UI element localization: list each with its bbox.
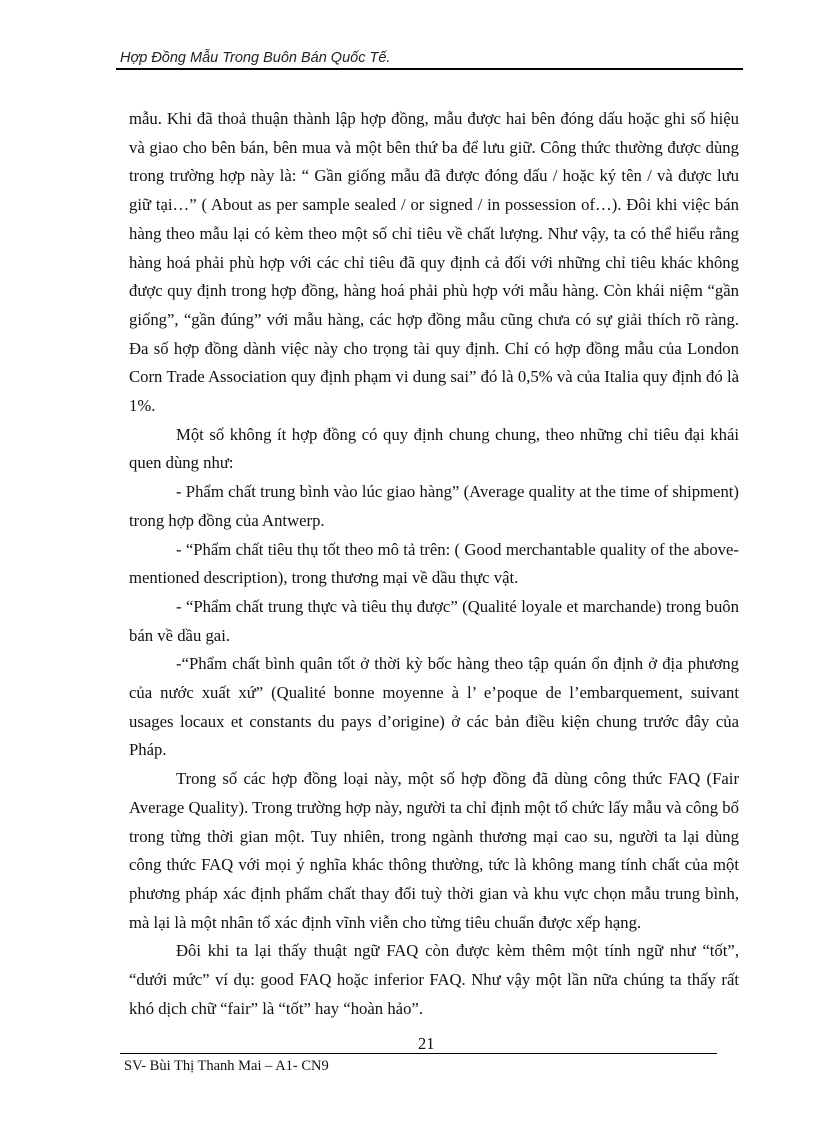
footer-divider <box>120 1053 717 1054</box>
running-header-title: Hợp Đồng Mẫu Trong Buôn Bán Quốc Tế. <box>120 50 391 66</box>
paragraph-general-criteria: Một số không ít hợp đồng có quy định chung chung, theo những chỉ tiêu đại khái quen dùng như: <box>129 424 739 473</box>
document-body <box>129 105 739 1024</box>
page-number: 21 <box>418 1034 435 1053</box>
paragraph-sample-continuation: mẫu. Khi đã thoả thuận thành lập hợp đồng, mẫu được hai bên đóng dấu hoặc ghi số hiệu và giao cho bên bán, bên mua và một bên thứ ba để lưu giữ. Công thức thường được dùng trong trường hợp này là: “ Gần giống mẫu đã được đóng dấu / hoặc ký tên / và được lưu giữ tại…” ( About as per sample sealed / or signed / in possession of…). Đôi khi việc bán hàng theo mẫu lại có kèm theo một số chỉ tiêu về chất lượng. Như vậy, ta có thể hiểu rằng hàng hoá phải phù hợp với các chỉ tiêu đã quy định cả đối với những chỉ tiêu khác không được quy định trong hợp đồng, hàng hoá phải phù hợp với mẫu hàng. Còn khái niệm “gần giống”, “gần đúng” với mẫu hàng, các hợp đồng mẫu cũng chưa có sự giải thích rõ ràng. Đa số hợp đồng dành việc này cho trọng tài quy định. Chỉ có hợp đồng mẫu của London Corn Trade Association quy định phạm vi dung sai” đó là 0,5% và của Italia quy định đó là 1%. <box>129 109 739 416</box>
list-item-qualite-loyale: - “Phẩm chất trung thực và tiêu thụ được” (Qualité loyale et marchande) trong buôn bán về dầu gai. <box>129 596 739 645</box>
paragraph-faq-formula: Trong số các hợp đồng loại này, một số hợp đồng đã dùng công thức FAQ (Fair Average Quality). Trong trường hợp này, người ta chỉ định một tổ chức lấy mẫu và công bố trong từng thời gian một. Tuy nhiên, trong ngành thương mại cao su, người ta lại dùng công thức FAQ với mọi ý nghĩa khác thông thường, tức là không mang tính chất của một phương pháp xác định phẩm chất thay đổi tuỳ thời gian và khu vực chọn mẫu trung bình, mà lại là một nhân tố xác định vĩnh viễn cho từng tiêu chuẩn được xếp hạng. <box>129 769 739 932</box>
footer-author: SV- Bùi Thị Thanh Mai – A1- CN9 <box>124 1058 329 1074</box>
header-divider <box>116 68 743 70</box>
paragraph-faq-qualifiers: Đôi khi ta lại thấy thuật ngữ FAQ còn được kèm thêm một tính ngữ như “tốt”, “dưới mức” ví dụ: good FAQ hoặc inferior FAQ. Như vậy một lần nữa chúng ta thấy rất khó dịch chữ “fair” là “tốt” hay “hoàn hảo”. <box>129 941 739 1018</box>
list-item-qualite-bonne-moyenne: -“Phẩm chất bình quân tốt ở thời kỳ bốc hàng theo tập quán ổn định ở địa phương của nước xuất xứ” (Qualité bonne moyenne à l’ e’poque de l’embarquement, suivant usages locaux et constants du pays d’origine) ở các bản điều kiện chung trước đây của Pháp. <box>129 654 739 760</box>
list-item-average-quality: - Phẩm chất trung bình vào lúc giao hàng” (Average quality at the time of shipment) trong hợp đồng của Antwerp. <box>129 482 739 530</box>
list-item-good-merchantable: - “Phẩm chất tiêu thụ tốt theo mô tả trên: ( Good merchantable quality of the above-mentioned description), trong thương mại về dầu thực vật. <box>129 539 739 588</box>
